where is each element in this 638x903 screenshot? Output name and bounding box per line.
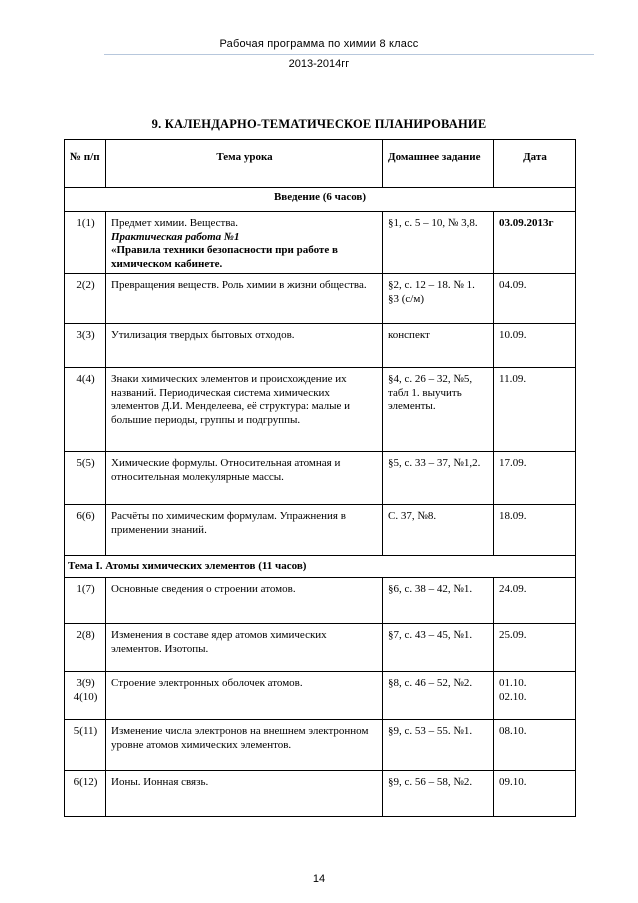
table-row [65,624,576,672]
lesson-topic: Ионы. Ионная связь. [106,771,383,817]
lesson-topic: Основные сведения о строении атомов. [106,578,383,624]
table-header-row [65,140,576,188]
lesson-date: 04.09. [494,274,576,324]
lesson-homework: конспект [383,324,494,368]
lesson-homework: §1, с. 5 – 10, № 3,8. [383,212,494,274]
lesson-number-line: 3(9) [76,677,95,689]
lesson-date-line: 01.10. [499,677,527,689]
lesson-homework-line: §2, с. 12 – 18. № 1. [388,279,475,291]
lesson-topic: Знаки химических элементов и происхождение их названий. Периодическая система химических элементов Д.И. Менделеева, её структура: малые и большие периоды, группы и подгруппы. [106,368,383,452]
section-heading-intro: Введение (6 часов) [65,188,576,212]
lesson-homework-line: §3 (с/м) [388,292,424,305]
lesson-date: 25.09. [494,624,576,672]
lesson-date: 24.09. [494,578,576,624]
lesson-number: 6(6) [65,505,106,556]
table-row [65,578,576,624]
lesson-date: 03.09.2013г [494,212,576,274]
lesson-number: 6(12) [65,771,106,817]
column-header-number: № п/п [65,140,106,188]
lesson-date: 17.09. [494,452,576,505]
lesson-homework: §5, с. 33 – 37, №1,2. [383,452,494,505]
practical-work-title: Практическая работа №1 [111,230,240,243]
lesson-topic: Химические формулы. Относительная атомная и относительная молекулярные массы. [106,452,383,505]
lesson-date: 11.09. [494,368,576,452]
lesson-homework: §8, с. 46 – 52, №2. [383,672,494,720]
lesson-number [65,672,106,720]
table-row [65,452,576,505]
header-divider [104,54,594,55]
lesson-topic: Строение электронных оболочек атомов. [106,672,383,720]
lesson-number: 2(2) [65,274,106,324]
lesson-homework: §9, с. 53 – 55. №1. [383,720,494,771]
table-row [65,672,576,720]
lesson-date-line: 02.10. [499,690,527,703]
lesson-homework: §4, с. 26 – 32, №5, табл 1. выучить элементы. [383,368,494,452]
lesson-number-line: 4(10) [73,690,98,703]
lesson-number: 4(4) [65,368,106,452]
lesson-topic: Расчёты по химическим формулам. Упражнения в применении знаний. [106,505,383,556]
lesson-topic [106,212,383,274]
table-row [65,368,576,452]
table-row [65,505,576,556]
practical-work-subtitle: «Правила техники безопасности при работе в химическом кабинете. [111,244,338,270]
lesson-date [494,672,576,720]
lesson-homework: §9, с. 56 – 58, №2. [383,771,494,817]
table-row [65,212,576,274]
section-row-intro [65,188,576,212]
column-header-topic: Тема урока [106,140,383,188]
lesson-homework: §6, с. 38 – 42, №1. [383,578,494,624]
lesson-topic: Изменения в составе ядер атомов химических элементов. Изотопы. [106,624,383,672]
lesson-homework [383,274,494,324]
section-title: 9. КАЛЕНДАРНО-ТЕМАТИЧЕСКОЕ ПЛАНИРОВАНИЕ [151,117,487,131]
lesson-number: 5(11) [65,720,106,771]
lesson-date: 08.10. [494,720,576,771]
lesson-number: 5(5) [65,452,106,505]
running-header-title: Рабочая программа по химии 8 класс [219,38,419,50]
lesson-topic: Превращения веществ. Роль химии в жизни общества. [106,274,383,324]
lesson-date: 09.10. [494,771,576,817]
column-header-date: Дата [494,140,576,188]
table-row [65,720,576,771]
column-header-homework: Домашнее задание [383,140,494,188]
page-number: 14 [312,873,326,885]
table-row [65,274,576,324]
lesson-plan-table [64,139,576,817]
lesson-number: 1(1) [65,212,106,274]
lesson-date: 10.09. [494,324,576,368]
lesson-topic: Утилизация твердых бытовых отходов. [106,324,383,368]
lesson-topic-text: Предмет химии. Вещества. [111,217,239,229]
lesson-topic: Изменение числа электронов на внешнем электронном уровне атомов химических элементов. [106,720,383,771]
lesson-homework: §7, с. 43 – 45, №1. [383,624,494,672]
lesson-number: 3(3) [65,324,106,368]
lesson-number: 1(7) [65,578,106,624]
section-heading-theme1: Тема I. Атомы химических элементов (11 часов) [65,556,576,578]
running-header-year: 2013-2014гг [288,58,350,70]
table-row [65,324,576,368]
lesson-homework: С. 37, №8. [383,505,494,556]
lesson-number: 2(8) [65,624,106,672]
lesson-date: 18.09. [494,505,576,556]
table-row [65,771,576,817]
section-row-theme1 [65,556,576,578]
